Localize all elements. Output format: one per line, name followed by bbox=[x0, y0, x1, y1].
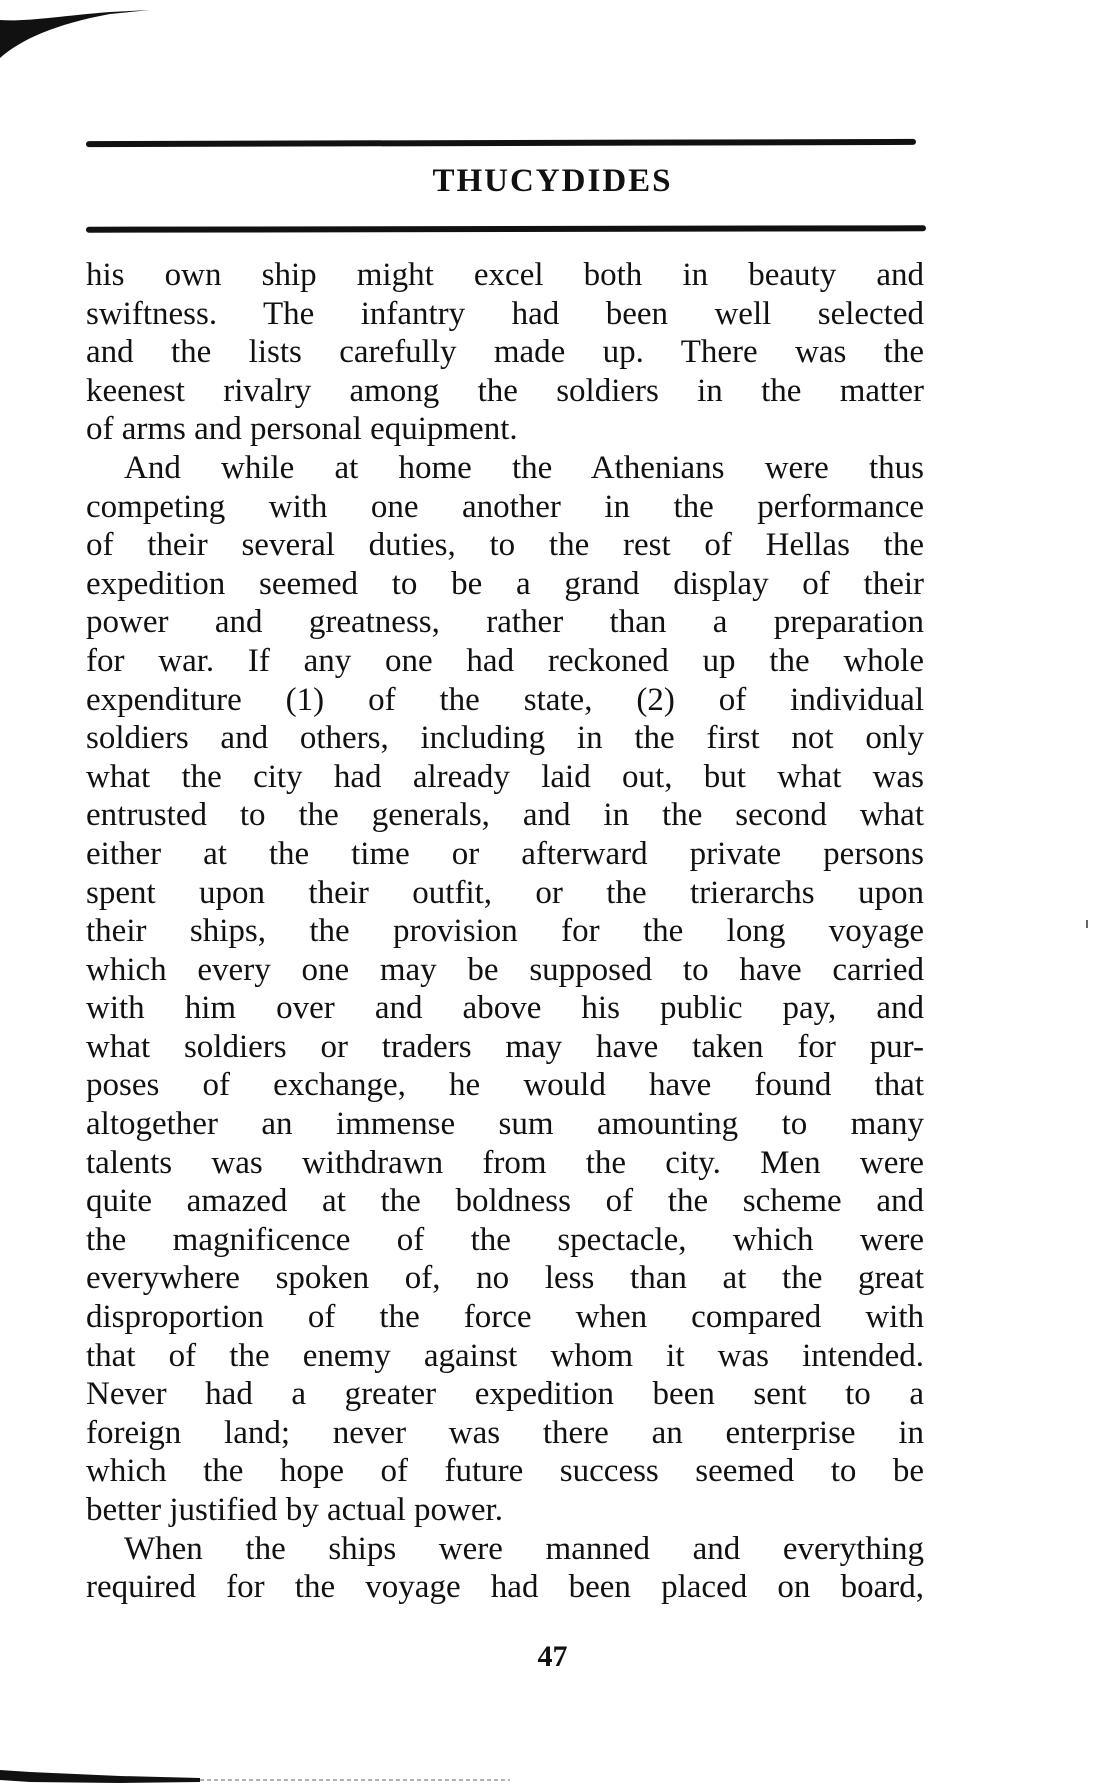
text-line: for war. If any one had reckoned up the whole bbox=[86, 642, 924, 679]
running-head: THUCYDIDES bbox=[432, 163, 673, 199]
text-line: of arms and personal equipment. bbox=[86, 411, 518, 448]
text-line: altogether an immense sum amounting to many bbox=[86, 1106, 924, 1143]
header-rule-bottom bbox=[86, 225, 926, 232]
text-line: Never had a greater expedition been sent to a bbox=[86, 1376, 924, 1413]
text-line: expedition seemed to be a grand display of their bbox=[86, 565, 924, 602]
bottom-edge-mark bbox=[0, 1768, 520, 1785]
page-number: 47 bbox=[537, 1640, 568, 1673]
text-line: spent upon their outfit, or the trierarchs upon bbox=[86, 874, 924, 911]
text-line: quite amazed at the boldness of the scheme and bbox=[86, 1183, 924, 1220]
corner-ink-mark bbox=[0, 0, 180, 60]
text-line: which the hope of future success seemed to be bbox=[86, 1453, 924, 1490]
text-line: And while at home the Athenians were thus bbox=[124, 449, 924, 486]
header-rule-top bbox=[86, 139, 916, 147]
text-line: the magnificence of the spectacle, which were bbox=[86, 1221, 924, 1258]
text-line: competing with one another in the performance bbox=[86, 488, 924, 525]
text-line: disproportion of the force when compared with bbox=[86, 1299, 924, 1336]
text-line: everywhere spoken of, no less than at the great bbox=[86, 1260, 924, 1297]
text-line: and the lists carefully made up. There was the bbox=[86, 334, 924, 371]
text-line: swiftness. The infantry had been well selected bbox=[86, 295, 924, 332]
text-line: of their several duties, to the rest of Hellas the bbox=[86, 527, 924, 564]
ink-speck bbox=[1086, 920, 1088, 928]
text-line: with him over and above his public pay, and bbox=[86, 990, 924, 1027]
text-line: power and greatness, rather than a preparation bbox=[86, 604, 924, 641]
text-line: better justified by actual power. bbox=[86, 1492, 503, 1528]
text-line: foreign land; never was there an enterprise in bbox=[86, 1414, 924, 1451]
body-text bbox=[86, 256, 924, 1607]
text-line: required for the voyage had been placed on board, bbox=[86, 1569, 924, 1606]
text-line: what soldiers or traders may have taken for pur- bbox=[86, 1028, 924, 1065]
text-line: that of the enemy against whom it was intended. bbox=[86, 1337, 924, 1374]
text-line: When the ships were manned and everything bbox=[124, 1530, 924, 1567]
text-line: entrusted to the generals, and in the second what bbox=[86, 797, 924, 834]
text-line: keenest rivalry among the soldiers in the matter bbox=[86, 372, 924, 409]
text-line: poses of exchange, he would have found that bbox=[86, 1067, 924, 1104]
text-line: talents was withdrawn from the city. Men were bbox=[86, 1144, 924, 1181]
text-line: soldiers and others, including in the first not only bbox=[86, 720, 924, 757]
text-line: expenditure (1) of the state, (2) of individual bbox=[86, 681, 924, 718]
text-line: either at the time or afterward private persons bbox=[86, 835, 924, 872]
text-line: his own ship might excel both in beauty and bbox=[86, 257, 924, 293]
text-line: their ships, the provision for the long voyage bbox=[86, 913, 924, 950]
text-line: what the city had already laid out, but what was bbox=[86, 758, 924, 795]
text-line: which every one may be supposed to have carried bbox=[86, 951, 924, 988]
